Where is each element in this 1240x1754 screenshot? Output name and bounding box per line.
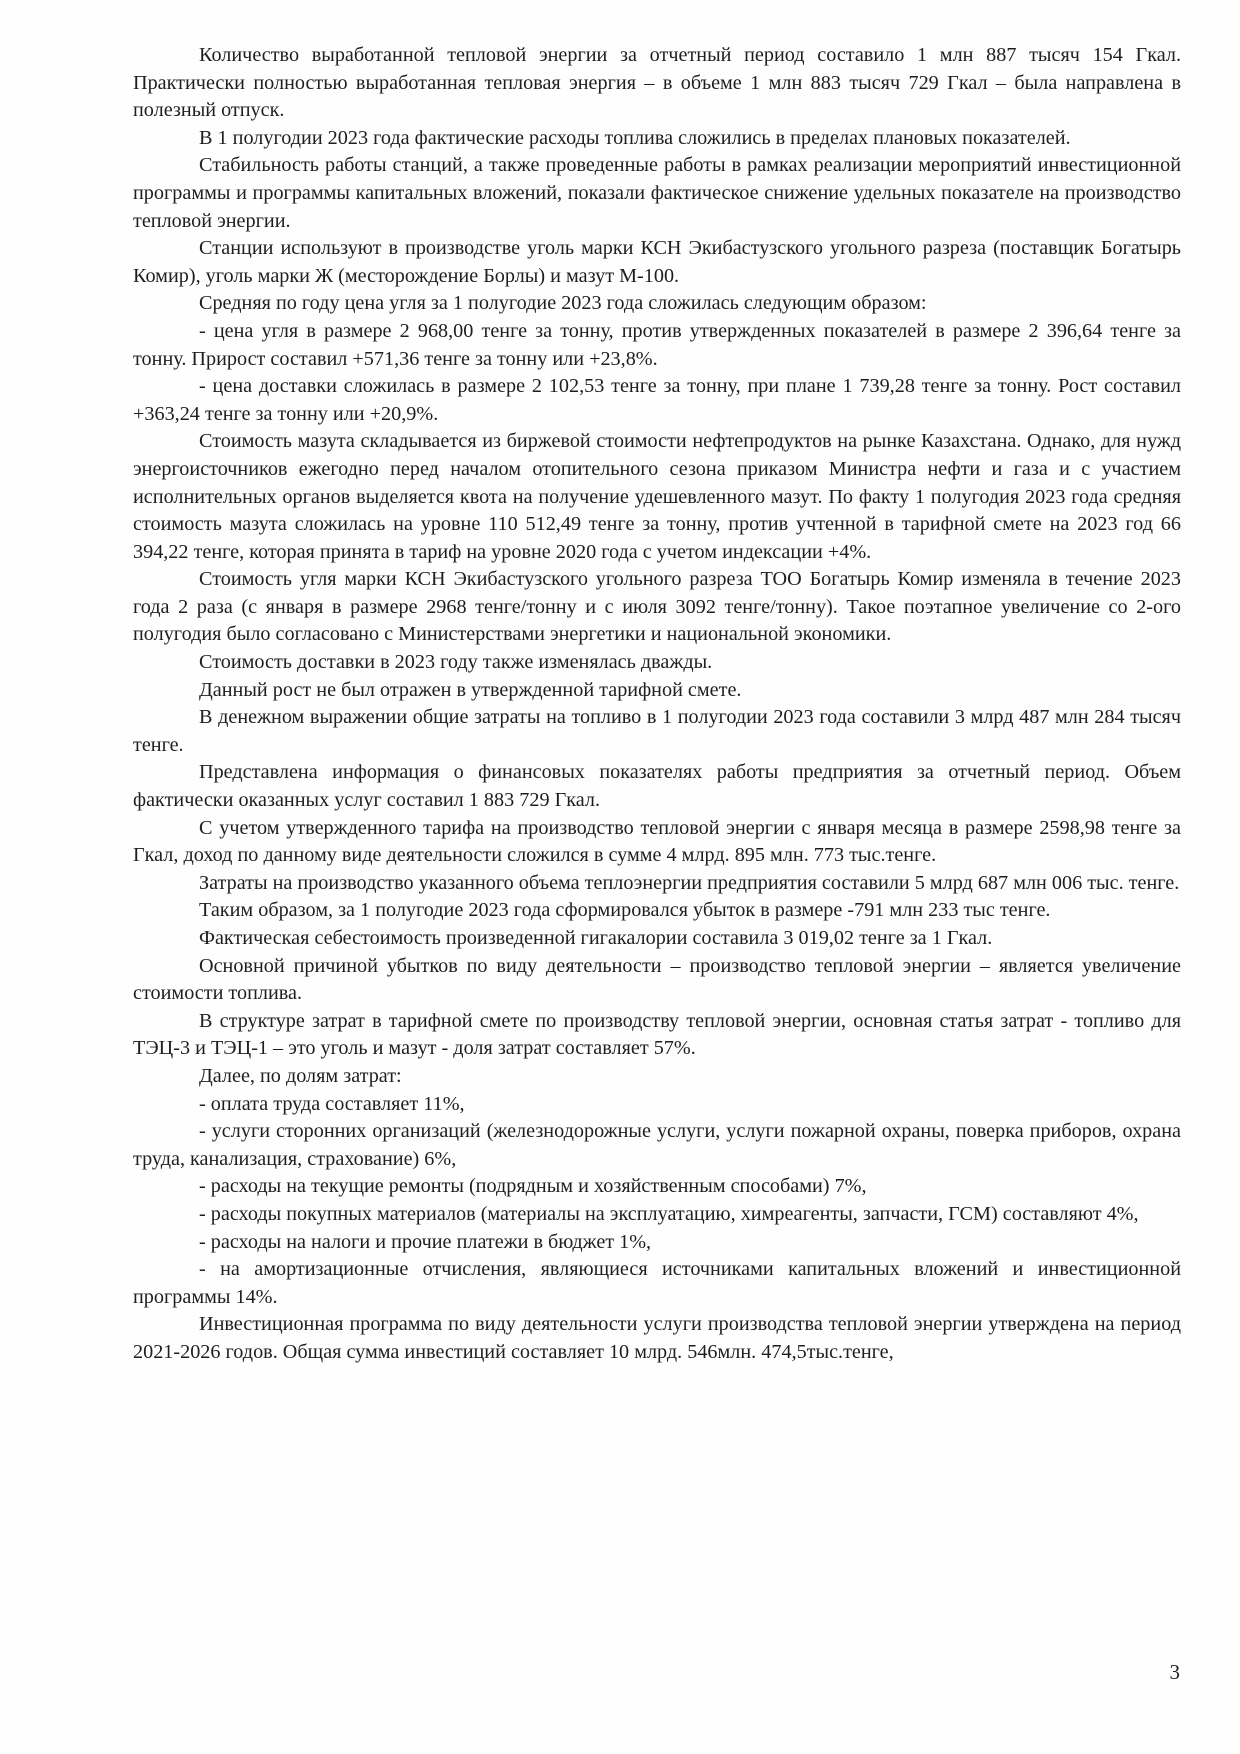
paragraph-tariff-not-reflected: Данный рост не был отражен в утвержденной тарифной смете.: [199, 678, 742, 701]
paragraph-coal-price: - цена угля в размере 2 968,00 тенге за тонну, против утвержденных показателей в размере 2 396,64 тенге за тонну. Прирост составил +571,36 тенге за тонну или +23,8%.: [133, 319, 1181, 370]
paragraph-coal-price-intro: Средняя по году цена угля за 1 полугодие 2023 года сложилась следующим образом:: [199, 292, 927, 315]
document-body: [133, 42, 1181, 1367]
paragraph-fuel-types: Станции используют в производстве уголь марки КСН Экибастузского угольного разреза (поставщик Богатырь Комир), уголь марки Ж (месторождение Борлы) и мазут М-100.: [133, 237, 1181, 287]
paragraph-investment-program: Инвестиционная программа по виду деятельности услуги производства тепловой энергии утверждена на период 2021-2026 годов. Общая сумма инвестиций составляет 10 млрд. 546млн. 474,5тыс.тенге,: [133, 1313, 1181, 1363]
paragraph-delivery-changes: Стоимость доставки в 2023 году также изменялась дважды.: [199, 651, 713, 674]
paragraph-loss-reason: Основной причиной убытков по виду деятельности – производство тепловой энергии – является увеличение стоимости топлива.: [133, 954, 1181, 1005]
paragraph-financial-info: Представлена информация о финансовых показателях работы предприятия за отчетный период. Объем фактически оказанных услуг составил 1 883 729 Гкал.: [133, 761, 1181, 812]
paragraph-production-costs: Затраты на производство указанного объема теплоэнергии предприятия составили 5 млрд 687 млн 006 тыс. тенге.: [199, 871, 1180, 894]
list-item-taxes: - расходы на налоги и прочие платежи в бюджет 1%,: [199, 1230, 652, 1253]
paragraph-actual-cost: Фактическая себестоимость произведенной гигакалории составила 3 019,02 тенге за 1 Гкал.: [199, 927, 993, 949]
paragraph-total-fuel-cost: В денежном выражении общие затраты на топливо в 1 полугодии 2023 года составили 3 млрд 487 млн 284 тысяч тенге.: [133, 706, 1181, 756]
paragraph-fuel-expenses: В 1 полугодии 2023 года фактические расходы топлива сложились в пределах плановых показателей.: [199, 126, 1071, 149]
paragraph-cost-structure: В структуре затрат в тарифной смете по производству тепловой энергии, основная статья затрат - топливо для ТЭЦ-3 и ТЭЦ-1 – это уголь и мазут - доля затрат составляет 57%.: [133, 1009, 1181, 1060]
paragraph-loss: Таким образом, за 1 полугодие 2023 года сформировался убыток в размере -791 млн 233 тыс тенге.: [199, 899, 1051, 922]
paragraph-station-stability: Стабильность работы станций, а также проведенные работы в рамках реализации мероприятий инвестиционной программы и программы капитальных вложений, показали фактическое снижение удельных показателе на производство тепловой энергии.: [133, 154, 1181, 232]
list-item-materials: - расходы покупных материалов (материалы на эксплуатацию, химреагенты, запчасти, ГСМ) составляют 4%,: [199, 1202, 1139, 1225]
list-item-depreciation: - на амортизационные отчисления, являющиеся источниками капитальных вложений и инвестиционной программы 14%.: [133, 1258, 1181, 1308]
paragraph-delivery-price: - цена доставки сложилась в размере 2 102,53 тенге за тонну, при плане 1 739,28 тенге за тонну. Рост составил +363,24 тенге за тонну или +20,9%.: [133, 375, 1181, 425]
paragraph-income: С учетом утвержденного тарифа на производство тепловой энергии с января месяца в размере 2598,98 тенге за Гкал, доход по данному виде деятельности сложился в сумме 4 млрд. 895 млн. 773 тыс.тенге.: [133, 816, 1181, 867]
list-item-third-party-services: - услуги сторонних организаций (железнодорожные услуги, услуги пожарной охраны, поверка приборов, охрана труда, канализация, страхование) 6%,: [133, 1120, 1181, 1170]
paragraph-cost-shares-intro: Далее, по долям затрат:: [199, 1064, 402, 1087]
list-item-repairs: - расходы на текущие ремонты (подрядным и хозяйственным способами) 7%,: [199, 1175, 867, 1198]
paragraph-fuel-oil-cost: Стоимость мазута складывается из биржевой стоимости нефтепродуктов на рынке Казахстана. Однако, для нужд энергоисточников ежегодно перед началом отопительного сезона приказом Министра нефти и газа и с участием исполнительных органов выделяется квота на получение удешевленного мазут. По факту 1 полугодия 2023 года средняя стоимость мазута сложилась на уровне 110 512,49 тенге за тонну, против учтенной в тарифной смете на 2023 год 66 394,22 тенге, которая принята в тариф на уровне 2020 года с учетом индексации +4%.: [133, 430, 1181, 563]
paragraph-heat-output: Количество выработанной тепловой энергии за отчетный период составило 1 млн 887 тысяч 154 Гкал. Практически полностью выработанная тепловая энергия – в объеме 1 млн 883 тысяч 729 Гкал – была направлена в полезный отпуск.: [133, 44, 1181, 122]
paragraph-coal-cost-changes: Стоимость угля марки КСН Экибастузского угольного разреза ТОО Богатырь Комир изменяла в течение 2023 года 2 раза (с января в размере 2968 тенге/тонну и с июля 3092 тенге/тонну). Такое поэтапное увеличение со 2-ого полугодия было согласовано с Министерствами энергетики и национальной экономики.: [133, 568, 1181, 646]
list-item-labor: - оплата труда составляет 11%,: [199, 1092, 465, 1115]
page-number: 3: [1169, 1660, 1180, 1684]
